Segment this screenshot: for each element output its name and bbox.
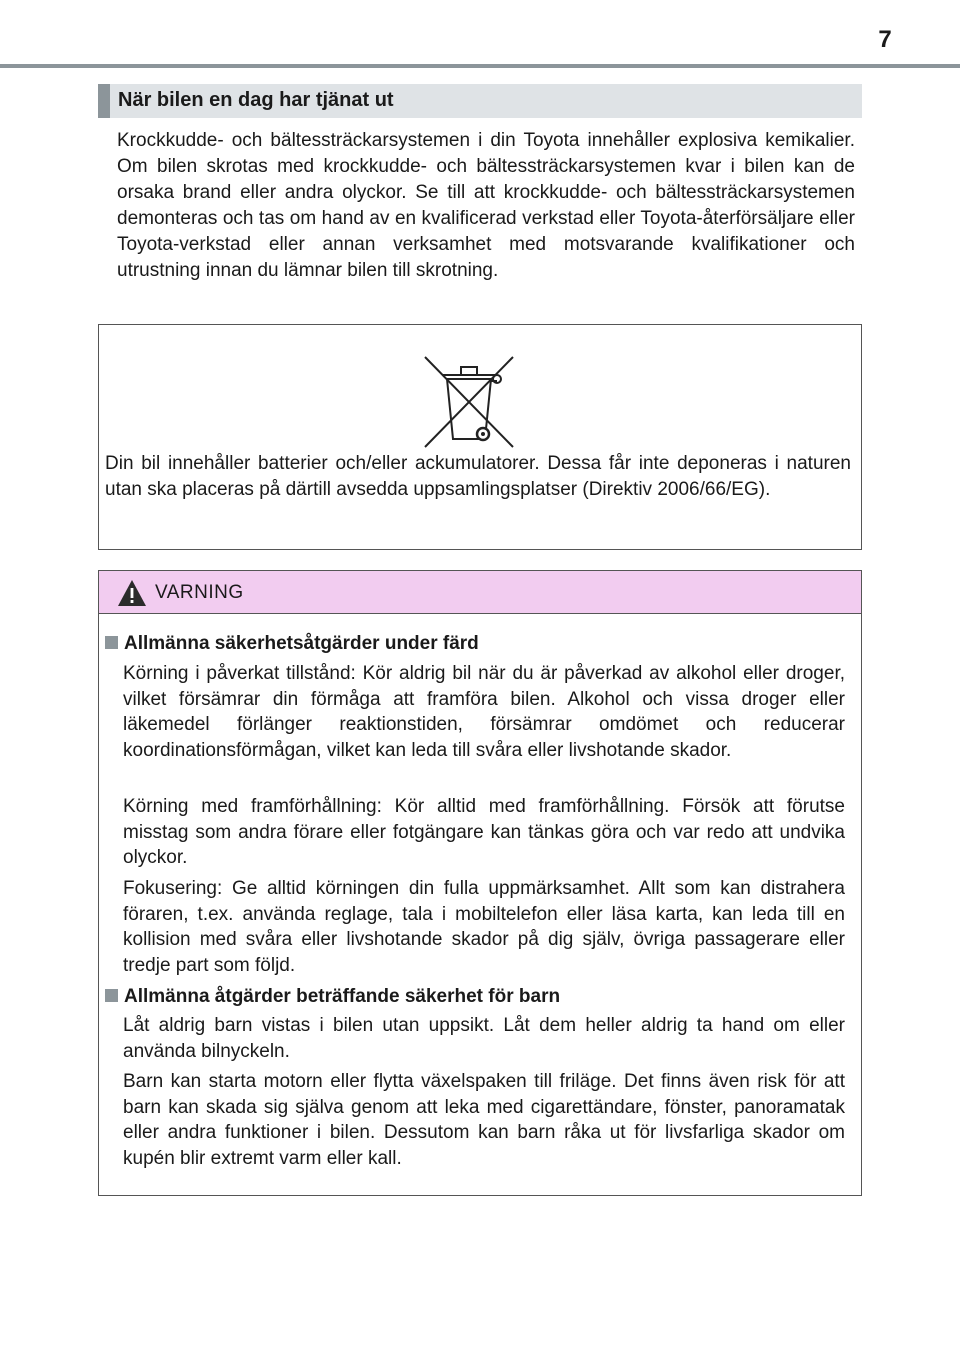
heading-text: Allmänna säkerhetsåtgärder under färd [124,633,479,654]
battery-disposal-box [98,324,862,550]
warning-heading-children [105,984,560,1010]
battery-disposal-text: Din bil innehåller batterier och/eller ackumulatorer. Dessa får inte deponeras i naturen utan ska placeras på därtill avsedda uppsamlingsplatser (Direktiv 2006/66/EG). [105,453,851,500]
bullet-square-icon [105,636,118,649]
section-title: När bilen en dag har tjänat ut [118,89,394,111]
warning-title: VARNING [155,582,244,603]
heading-text: Allmänna åtgärder beträffande säkerhet för barn [124,986,561,1007]
paragraph-children-risks: Barn kan starta motorn eller flytta växelspaken till friläge. Det finns även risk för att barn kan skada sig själva genom att leka med cigarettändare, fönster, panoramatak eller andra funktioner i bilen. Dessutom kan barn råka ut för livsfarliga skador om kupén blir extremt varm eller kall. [123,1071,845,1169]
paragraph-focus: Fokusering: Ge alltid körningen din fulla uppmärksamhet. Allt som kan distrahera föraren, t.ex. använda reglage, tala i mobiltelefon eller läsa karta, kan leda till en kollision med svåra eller livshotande skador på dig själv, övriga passagerare eller tredje part som följd. [123,878,845,976]
crossed-out-bin-icon [421,355,517,449]
warning-box [98,570,862,1196]
bullet-square-icon [105,989,118,1002]
header-rule [0,64,960,68]
warning-triangle-icon [117,579,147,607]
warning-header [99,571,861,614]
warning-heading-driving [105,631,479,657]
paragraph-defensive-driving: Körning med framförhållning: Kör alltid med framförhållning. Försök att förutse misstag som andra förare eller fotgängare kan tänkas göra och var redo att undvika olyckor. [123,796,845,868]
paragraph-unattended-children: Låt aldrig barn vistas i bilen utan uppsikt. Låt dem heller aldrig ta hand om eller använda bilnyckeln. [123,1015,845,1062]
paragraph-impaired-driving: Körning i påverkat tillstånd: Kör aldrig bil när du är påverkad av alkohol eller droger, vilket försämrar din förmåga att framföra bilen. Alkohol och vissa droger eller läkemedel förlänger reaktionstiden, försämrar omdömet och reducerar koordinationsförmågan, vilket kan leda till svåra eller livshotande skador. [123,663,845,761]
section-body: Krockkudde- och bältessträckarsystemen i din Toyota innehåller explosiva kemikalier. Om bilen skrotas med krockkudde- och bältessträckarsystemen kvar i bilen kan de orsaka brand eller andra olyckor. Se till att krockkudde- och bältessträckarsystemen demonteras och tas om hand av en kvalificerad verkstad eller Toyota-återförsäljare eller Toyota-verkstad eller annan verksamhet med motsvarande kvalifikationer och utrustning innan du lämnar bilen till skrotning. [117,130,855,281]
page-number: 7 [878,26,892,53]
section-header [98,84,862,118]
